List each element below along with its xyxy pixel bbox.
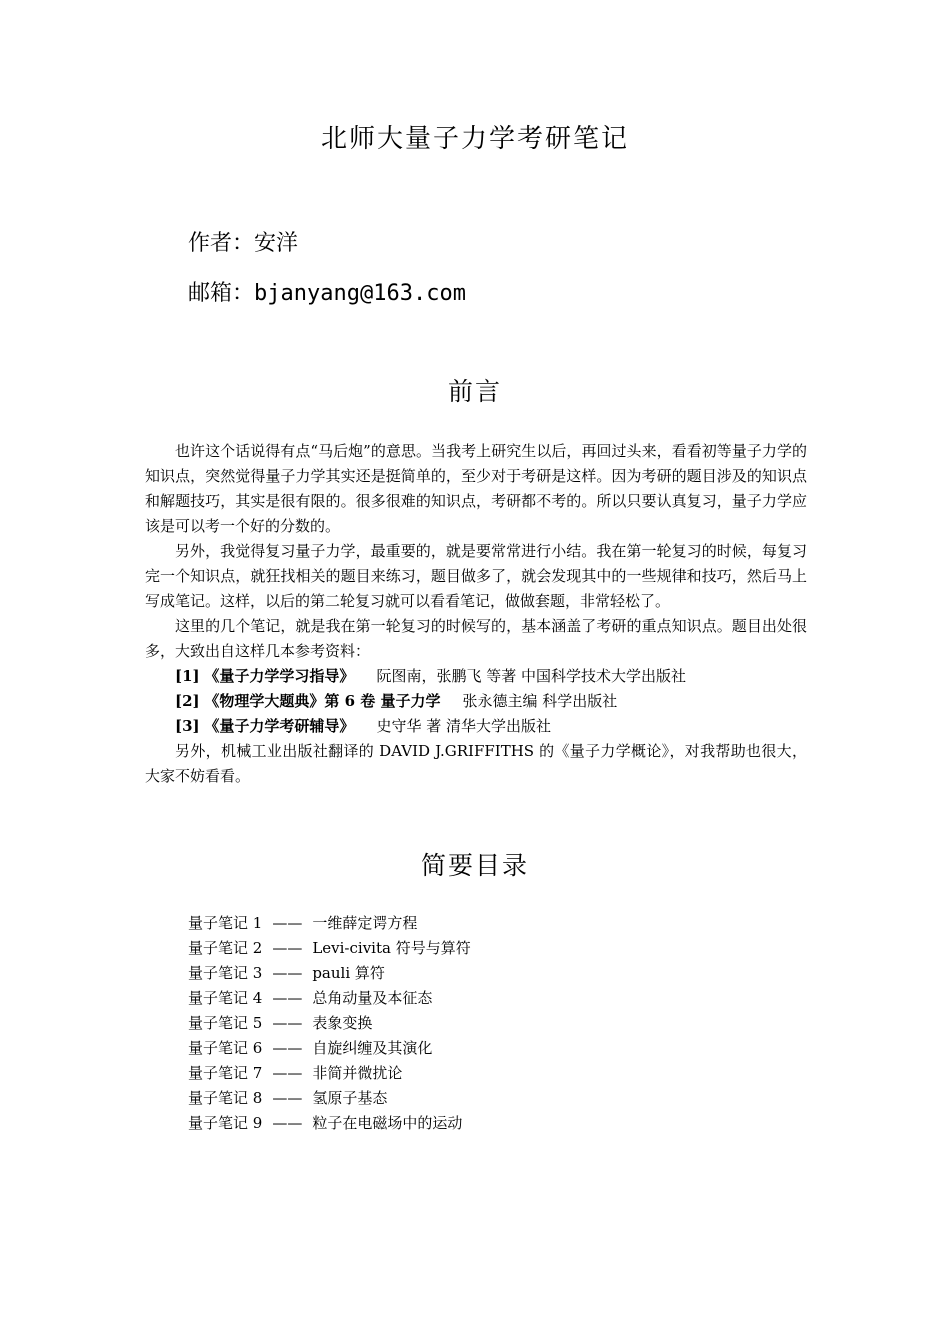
reference-book: 《物理学大题典》第 6 卷 量子力学 bbox=[204, 692, 441, 710]
toc-item[interactable] bbox=[188, 1086, 471, 1111]
reference-item bbox=[145, 714, 807, 739]
toc-item-topic: 非简并微扰论 bbox=[312, 1064, 403, 1082]
toc-dash: —— bbox=[272, 1089, 303, 1107]
toc-dash: —— bbox=[272, 939, 303, 957]
reference-item bbox=[145, 664, 807, 689]
toc-item[interactable] bbox=[188, 986, 471, 1011]
toc-item[interactable] bbox=[188, 1111, 471, 1136]
toc-item-topic: Levi-civita 符号与算符 bbox=[312, 939, 471, 957]
toc-list bbox=[188, 911, 471, 1136]
reference-number: [2] bbox=[175, 692, 200, 710]
reference-book: 《量子力学学习指导》 bbox=[204, 667, 355, 685]
author-value: 安洋 bbox=[254, 231, 299, 256]
toc-dash: —— bbox=[272, 914, 303, 932]
author-line bbox=[188, 226, 298, 257]
toc-item-label: 量子笔记 6 bbox=[188, 1039, 263, 1057]
toc-item-topic: 总角动量及本征态 bbox=[312, 989, 433, 1007]
preface-closing: 另外，机械工业出版社翻译的 DAVID J.GRIFFITHS 的《量子力学概论》，对我帮助也很大，大家不妨看看。 bbox=[145, 742, 807, 785]
toc-item-topic: 粒子在电磁场中的运动 bbox=[312, 1114, 463, 1132]
toc-item-label: 量子笔记 2 bbox=[188, 939, 263, 957]
reference-details: 阮图南，张鹏飞 等著 中国科学技术大学出版社 bbox=[376, 667, 686, 685]
reference-details: 史守华 著 清华大学出版社 bbox=[376, 717, 551, 735]
reference-details: 张永德主编 科学出版社 bbox=[462, 692, 618, 710]
toc-item[interactable] bbox=[188, 1061, 471, 1086]
preface-paragraph: 另外，我觉得复习量子力学，最重要的，就是要常常进行小结。我在第一轮复习的时候，每复习完一个知识点，就狂找相关的题目来练习，题目做多了，就会发现其中的一些规律和技巧，然后马上写成笔记。这样，以后的第二轮复习就可以看看笔记，做做套题，非常轻松了。 bbox=[145, 542, 807, 610]
reference-number: [3] bbox=[175, 717, 200, 735]
reference-item bbox=[145, 689, 807, 714]
toc-item[interactable] bbox=[188, 1036, 471, 1061]
toc-item[interactable] bbox=[188, 911, 471, 936]
toc-item-label: 量子笔记 5 bbox=[188, 1014, 263, 1032]
toc-item-label: 量子笔记 7 bbox=[188, 1064, 263, 1082]
toc-item-topic: 氢原子基态 bbox=[312, 1089, 388, 1107]
toc-item-label: 量子笔记 4 bbox=[188, 989, 263, 1007]
toc-item-label: 量子笔记 9 bbox=[188, 1114, 263, 1132]
email-label: 邮箱： bbox=[188, 281, 255, 306]
toc-dash: —— bbox=[272, 989, 303, 1007]
toc-item[interactable] bbox=[188, 961, 471, 986]
toc-dash: —— bbox=[272, 1014, 303, 1032]
toc-dash: —— bbox=[272, 964, 303, 982]
preface-body bbox=[145, 439, 807, 789]
toc-heading: 简要目录 bbox=[420, 851, 529, 880]
author-label: 作者： bbox=[188, 231, 255, 256]
toc-dash: —— bbox=[272, 1039, 303, 1057]
toc-item-label: 量子笔记 8 bbox=[188, 1089, 263, 1107]
toc-item-label: 量子笔记 3 bbox=[188, 964, 263, 982]
toc-dash: —— bbox=[272, 1114, 303, 1132]
email-line bbox=[188, 276, 466, 307]
toc-item-topic: 一维薛定谔方程 bbox=[312, 914, 418, 932]
preface-heading: 前言 bbox=[447, 377, 502, 406]
email-value: bjanyang@163.com bbox=[254, 281, 466, 306]
reference-book: 《量子力学考研辅导》 bbox=[204, 717, 355, 735]
toc-item[interactable] bbox=[188, 936, 471, 961]
toc-item-label: 量子笔记 1 bbox=[188, 914, 263, 932]
toc-dash: —— bbox=[272, 1064, 303, 1082]
toc-item[interactable] bbox=[188, 1011, 471, 1036]
toc-item-topic: pauli 算符 bbox=[312, 964, 385, 982]
toc-item-topic: 表象变换 bbox=[312, 1014, 373, 1032]
preface-paragraph: 也许这个话说得有点“马后炮”的意思。当我考上研究生以后，再回过头来，看看初等量子力学的知识点，突然觉得量子力学其实还是挺简单的，至少对于考研是这样。因为考研的题目涉及的知识点和解题技巧，其实是很有限的。很多很难的知识点，考研都不考的。所以只要认真复习，量子力学应该是可以考一个好的分数的。 bbox=[145, 442, 807, 535]
preface-paragraph: 这里的几个笔记，就是我在第一轮复习的时候写的，基本涵盖了考研的重点知识点。题目出处很多，大致出自这样几本参考资料： bbox=[145, 617, 807, 660]
document-title: 北师大量子力学考研笔记 bbox=[320, 124, 629, 154]
reference-number: [1] bbox=[175, 667, 200, 685]
toc-item-topic: 自旋纠缠及其演化 bbox=[312, 1039, 433, 1057]
